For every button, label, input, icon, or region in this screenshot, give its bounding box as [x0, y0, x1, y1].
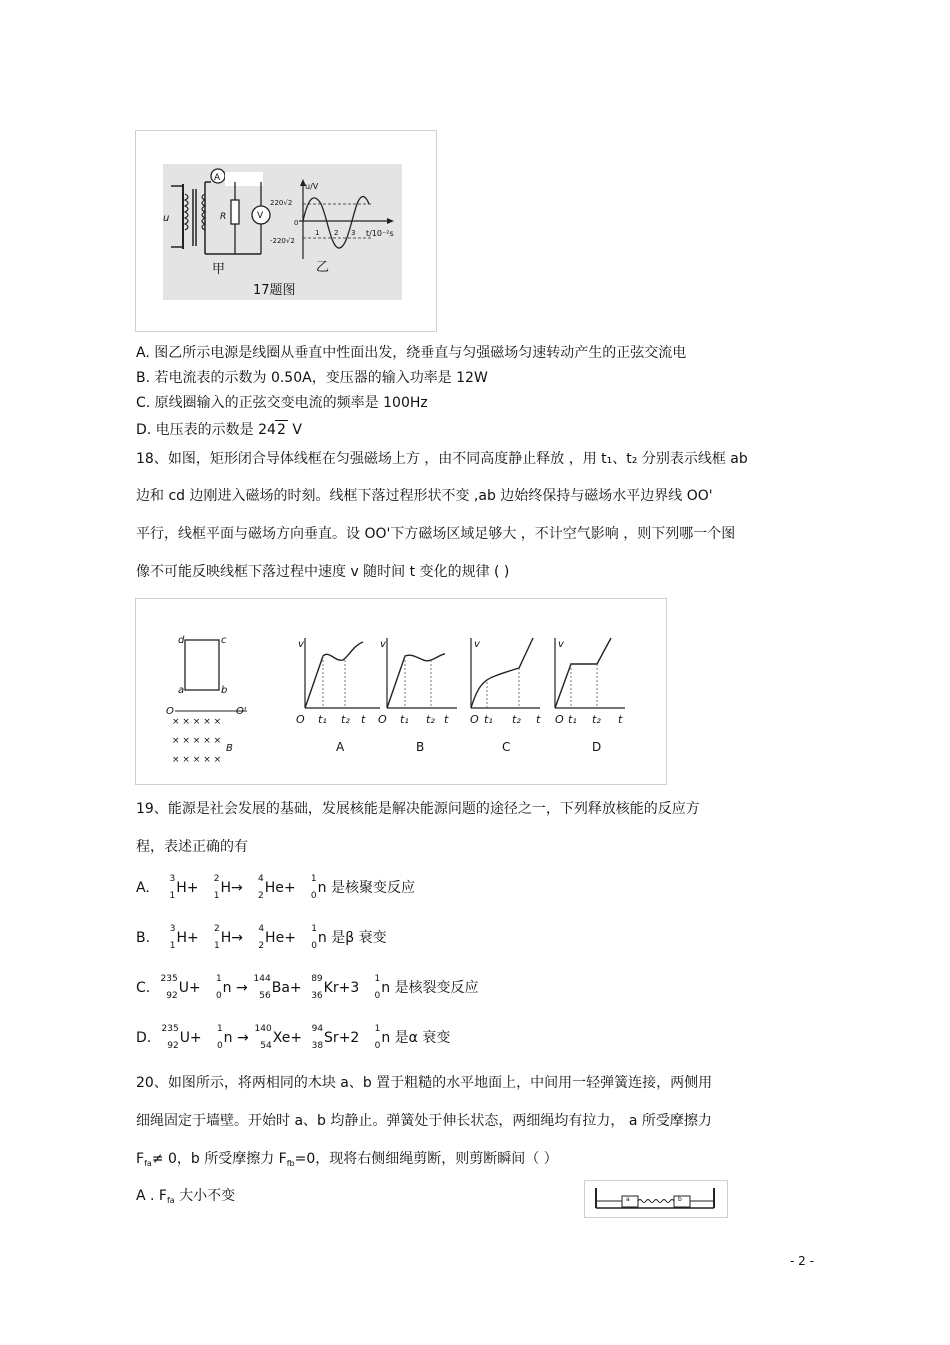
graph-b — [387, 638, 457, 708]
graph-d-y-label: v — [558, 639, 564, 650]
q20-block-a-label: a — [626, 1196, 630, 1203]
q20-block-b-label: b — [678, 1196, 682, 1203]
q17-caption: 17题图 — [253, 283, 296, 298]
block-a-icon — [622, 1196, 638, 1207]
q20-blocks-diagram — [584, 1180, 726, 1216]
q17-axis-x-label: t/10⁻²s — [366, 229, 394, 238]
q19-option-a-tail: 是核聚变反应 — [330, 880, 415, 896]
q20-line-3 — [136, 1150, 558, 1173]
field-row-2: × × × × × — [172, 736, 222, 746]
q20-line-3-c: =0，现将右侧细绳剪断，则剪断瞬间（ ） — [294, 1151, 558, 1167]
q17-option-d-prefix: D. 电压表的示数是 24 — [136, 422, 276, 438]
q17-tick-1: 1 — [315, 229, 320, 237]
graph-d — [555, 638, 625, 708]
graph-a — [305, 638, 380, 708]
q17-label-jia: 甲 — [212, 262, 226, 277]
q19-option-a: A. 3 1 H+ 2 1 H→ 4 2 He+ 1 0 n 是核聚变反应 — [136, 874, 415, 901]
q17-voltmeter-label: V — [257, 211, 264, 221]
graph-b-t: t — [444, 713, 449, 726]
q17-option-c: C. 原线圈输入的正弦交变电流的频率是 100Hz — [136, 395, 428, 411]
q17-option-d-unit: V — [287, 422, 302, 438]
q17-tick-zero: 0 — [294, 219, 299, 227]
frame-label-b: b — [221, 685, 228, 696]
graph-d-t: t — [618, 713, 623, 726]
graph-b-t1: t₁ — [400, 713, 409, 726]
graph-b-t2: t₂ — [426, 713, 435, 726]
graph-c-origin: O — [470, 713, 479, 726]
field-row-1: × × × × × — [172, 717, 222, 727]
q20-line-1: 20、如图所示，将两相同的木块 a、b 置于粗糙的水平地面上，中间用一轻弹簧连接，两侧用 — [136, 1075, 713, 1091]
q20-line-3-b: ≠ 0，b 所受摩擦力 F — [151, 1151, 287, 1167]
q17-label-yi: 乙 — [316, 260, 330, 275]
q17-axis-y-label: u/V — [305, 182, 319, 191]
q19-line-2: 程，表述正确的有 — [136, 839, 248, 855]
q20-line-3-a: F — [136, 1151, 145, 1167]
q20-option-a — [136, 1187, 235, 1210]
boundary-label-o: O — [166, 706, 174, 717]
graph-a-y-label: v — [298, 639, 304, 650]
graph-a-origin: O — [296, 713, 305, 726]
q17-option-b: B. 若电流表的示数为 0.50A，变压器的输入功率是 12W — [136, 370, 488, 386]
frame-label-a: a — [178, 685, 185, 696]
resistor-icon — [231, 200, 239, 224]
graph-a-label: A — [336, 740, 345, 754]
q17-option-d-root: 2 — [276, 422, 286, 438]
field-row-3: × × × × × — [172, 755, 222, 765]
q20-option-a-pre: A . F — [136, 1188, 167, 1204]
graph-a-t1: t₁ — [318, 713, 327, 726]
frame-label-c: c — [221, 635, 227, 646]
q19-option-b-tail: 是β 衰变 — [331, 930, 387, 946]
graph-d-t1: t₁ — [568, 713, 577, 726]
q17-tick-3: 3 — [351, 229, 356, 237]
q17-tick-2: 2 — [334, 229, 339, 237]
graph-c-t2: t₂ — [512, 713, 521, 726]
q19-option-d-tail: 是α 衰变 — [394, 1030, 451, 1046]
graph-a-t2: t₂ — [341, 713, 350, 726]
graph-b-label: B — [416, 740, 425, 754]
q19-option-d: D. 235 92 U+ 1 0 n → 140 54 Xe+ 94 38 Sr+2 1 0 n 是α 衰变 — [136, 1024, 451, 1051]
q18-line-3: 平行，线框平面与磁场方向垂直。设 OO'下方磁场区域足够大 ，不计空气影响 ，则下列哪一个图 — [136, 526, 736, 542]
q18-line-4: 像不可能反映线框下落过程中速度 v 随时间 t 变化的规律 ( ) — [136, 564, 510, 580]
q17-resistor-label: R — [220, 212, 227, 222]
field-label-b: B — [226, 743, 233, 754]
q19-option-b-label: B. — [136, 930, 151, 946]
graph-c-label: C — [502, 740, 511, 754]
graph-b-origin: O — [378, 713, 387, 726]
wire-frame-icon — [185, 640, 219, 690]
graph-c-t1: t₁ — [484, 713, 493, 726]
q17-tick-top: 220√2 — [270, 199, 293, 207]
q20-option-a-post: 大小不变 — [174, 1188, 236, 1204]
q20-option-a-sub: fa — [166, 1196, 175, 1205]
frame-label-d: d — [178, 635, 185, 646]
graph-b-y-label: v — [380, 639, 386, 650]
boundary-label-o-prime: O' — [236, 706, 247, 717]
q20-line-2: 细绳固定于墙壁。开始时 a、b 均静止。弹簧处于伸长状态，两细绳均有拉力， a 所受摩擦力 — [136, 1113, 712, 1129]
q17-option-d — [136, 420, 302, 439]
graph-c-y-label: v — [474, 639, 480, 650]
q20-sub-fa: fa — [144, 1159, 152, 1168]
q19-option-c-tail: 是核裂变反应 — [394, 980, 479, 996]
q19-option-b: B. 3 1 H+ 2 1 H→ 4 2 He+ 1 0 n 是β 衰变 — [136, 924, 387, 951]
q20-sub-fb: fb — [286, 1159, 295, 1168]
graph-d-origin: O — [555, 713, 564, 726]
q18-line-2: 边和 cd 边刚进入磁场的时刻。线框下落过程形状不变 ,ab 边始终保持与磁场水平边界线 OO' — [136, 488, 713, 504]
q19-line-1: 19、能源是社会发展的基础，发展核能是解决能源问题的途径之一，下列释放核能的反应方 — [136, 801, 700, 817]
q19-option-a-label: A. — [136, 880, 150, 896]
page-number: - 2 - — [790, 1254, 814, 1268]
q19-option-c-label: C. — [136, 980, 151, 996]
q17-u-label: u — [163, 213, 170, 224]
q18-line-1: 18、如图，矩形闭合导体线框在匀强磁场上方 ，由不同高度静止释放 ，用 t₁、t₂ 分别表示线框 ab — [136, 451, 748, 467]
graph-c — [471, 638, 540, 708]
q17-option-a: A. 图乙所示电源是线圈从垂直中性面出发，绕垂直与匀强磁场匀速转动产生的正弦交流电 — [136, 345, 687, 361]
graph-a-t: t — [361, 713, 366, 726]
graph-d-t2: t₂ — [592, 713, 601, 726]
spring-icon — [638, 1200, 674, 1203]
block-b-icon — [674, 1196, 690, 1207]
q17-ammeter-label: A — [214, 173, 221, 183]
graph-c-t: t — [536, 713, 541, 726]
q17-tick-bottom: -220√2 — [270, 237, 295, 245]
q19-option-d-label: D. — [136, 1030, 152, 1046]
q19-option-c: C. 235 92 U+ 1 0 n → 144 56 Ba+ 89 36 Kr+3 1 0 n 是核裂变反应 — [136, 974, 479, 1001]
graph-d-label: D — [592, 740, 602, 754]
